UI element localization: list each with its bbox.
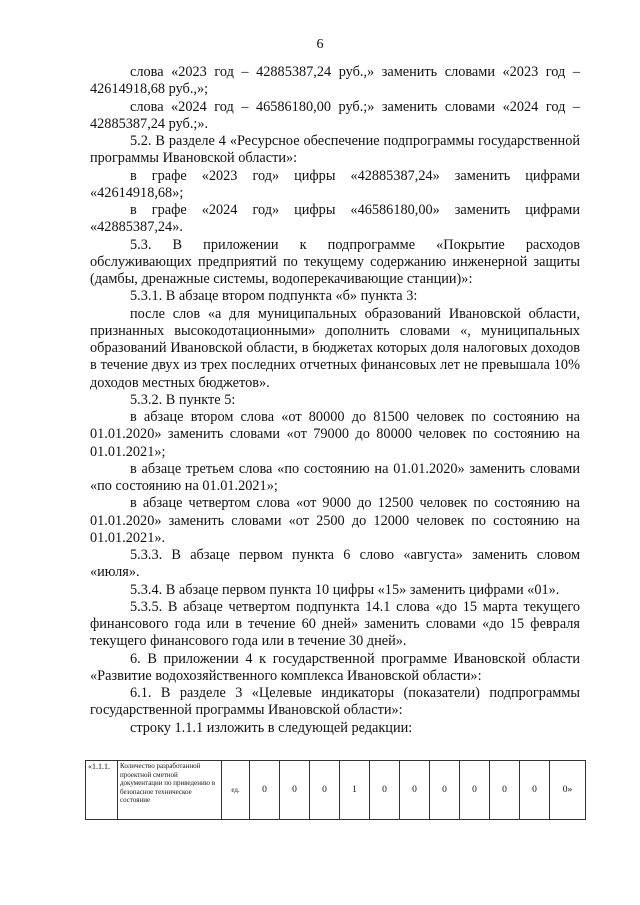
document-body	[90, 64, 580, 737]
paragraph: 5.3.5. В абзаце четвертом подпункта 14.1 слова «до 15 марта текущего финансового года или в течение 60 дней» заменить словами «до 15 февраля текущего финансового года или в течение 30 дней».	[90, 598, 580, 650]
indicator-table	[85, 760, 586, 820]
paragraph: 5.3.3. В абзаце первом пункта 6 слово «августа» заменить словом «июля».	[90, 547, 580, 581]
paragraph: после слов «а для муниципальных образований Ивановской области, признанных высокодотационными» дополнить словами «, муниципальных образований Ивановской области, в бюджетах которых доля налоговых доходов в течение двух из трех последних отчетных финансовых лет не превышала 10% доходов местных бюджетов».	[90, 305, 580, 391]
paragraph: 6.1. В разделе 3 «Целевые индикаторы (показатели) подпрограммы государственной программы Ивановской области»:	[90, 685, 580, 719]
paragraph: в графе «2024 год» цифры «46586180,00» заменить цифрами «42885387,24».	[90, 202, 580, 236]
value-cell: 0	[310, 761, 340, 820]
value-cell: 0	[400, 761, 430, 820]
value-cell: 0	[490, 761, 520, 820]
paragraph: в абзаце третьем слова «по состоянию на 01.01.2020» заменить словами «по состоянию на 01.01.2021»;	[90, 460, 580, 494]
paragraph: 5.3.1. В абзаце втором подпункта «б» пункта 3:	[130, 288, 418, 305]
value-cell: 0	[250, 761, 280, 820]
indicator-name-cell: Количество разработанной проектной сметной документации по приведению в безопасное техническое состояние	[118, 761, 222, 820]
paragraph: слова «2024 год – 46586180,00 руб.;» заменить словами «2024 год – 42885387,24 руб.;».	[90, 98, 580, 132]
value-cell: 0	[520, 761, 550, 820]
paragraph: в графе «2023 год» цифры «42885387,24» заменить цифрами «42614918,68»;	[90, 167, 580, 201]
row-number-cell: «1.1.1.	[86, 761, 118, 820]
unit-cell: ед.	[222, 761, 250, 820]
value-cell: 0	[460, 761, 490, 820]
paragraph: строку 1.1.1 изложить в следующей редакции:	[130, 719, 413, 736]
paragraph: слова «2023 год – 42885387,24 руб.,» заменить словами «2023 год – 42614918,68 руб.,»;	[90, 64, 580, 98]
paragraph: 5.3.2. В пункте 5:	[130, 391, 236, 408]
paragraph: 5.2. В разделе 4 «Ресурсное обеспечение подпрограммы государственной программы Ивановской области»:	[90, 133, 580, 167]
paragraph: в абзаце четвертом слова «от 9000 до 12500 человек по состоянию на 01.01.2020» заменить словами «от 2500 до 12000 человек по состоянию на 01.01.2021».	[90, 495, 580, 546]
page-number: 6	[316, 37, 324, 52]
paragraph: 6. В приложении 4 к государственной программе Ивановской области «Развитие водохозяйственного комплекса Ивановской области»:	[90, 650, 580, 684]
value-cell: 0	[280, 761, 310, 820]
value-cell: 0»	[550, 761, 586, 820]
paragraph: в абзаце втором слова «от 80000 до 81500 человек по состоянию на 01.01.2020» заменить словами «от 79000 до 80000 человек по состоянию на 01.01.2021»;	[90, 409, 580, 460]
value-cell: 0	[430, 761, 460, 820]
value-cell: 1	[340, 761, 370, 820]
table-row	[86, 761, 586, 820]
value-cell: 0	[370, 761, 400, 820]
paragraph: 5.3.4. В абзаце первом пункта 10 цифры «15» заменить цифрами «01».	[130, 581, 560, 598]
paragraph: 5.3. В приложении к подпрограмме «Покрытие расходов обслуживающих предприятий по текущему содержанию инженерной защиты (дамбы, дренажные системы, водоперекачивающие станции)»:	[90, 236, 580, 287]
